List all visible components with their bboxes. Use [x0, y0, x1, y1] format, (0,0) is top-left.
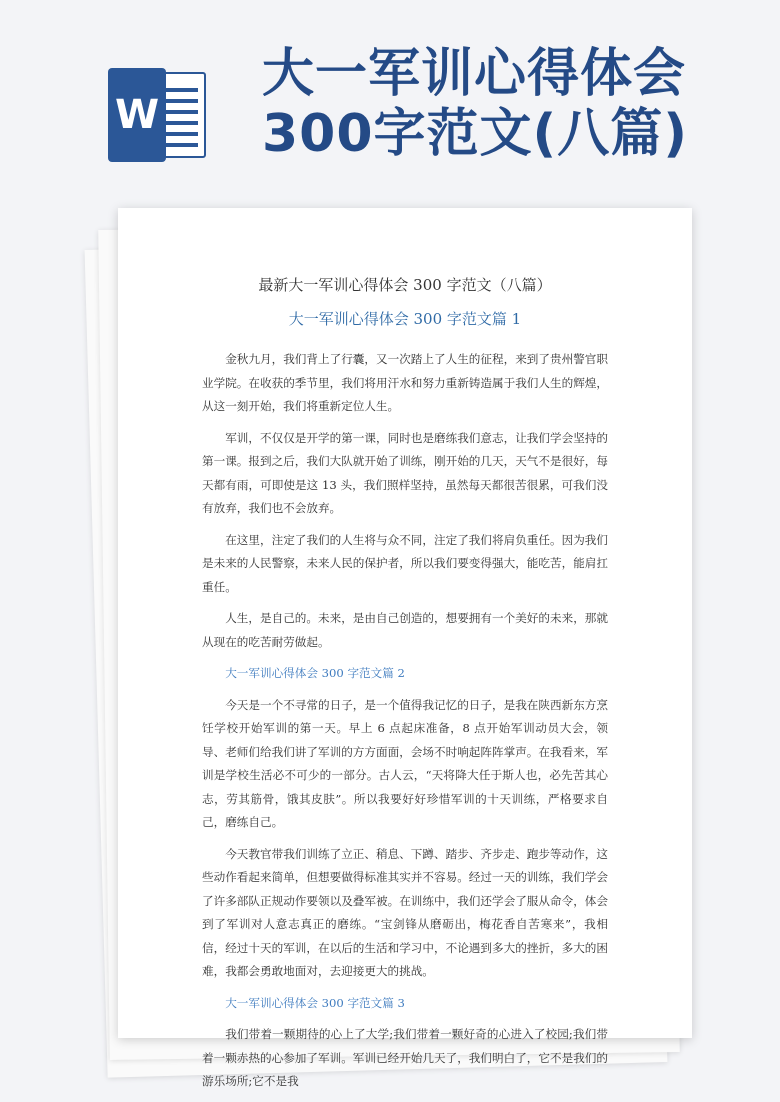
paragraph: 今天教官带我们训练了立正、稍息、下蹲、踏步、齐步走、跑步等动作，这些动作看起来简单，但想要做得标准其实并不容易。经过一天的训练，我们学会了许多部队正规动作要领以及叠军被。在训练中，我们还学会了服从命令，体会到了军训对人意志真正的磨练。“宝剑锋从磨砺出，梅花香自苦寒来”，我相信，经过十天的军训，在以后的生活和学习中，不论遇到多大的挫折，多大的困难，我都会勇敢地面对，去迎接更大的挑战。 — [202, 846, 608, 978]
paragraph: 我们带着一颗期待的心上了大学;我们带着一颗好奇的心进入了校园;我们带着一颗赤热的心参加了军训。军训已经开始几天了，我们明白了，它不是我们的游乐场所;它不是我 — [202, 1027, 608, 1088]
paragraph: 军训，不仅仅是开学的第一课，同时也是磨练我们意志，让我们学会坚持的第一课。报到之后，我们大队就开始了训练，刚开始的几天，天气不是很好，每天都有雨，可即使是这 13 头，我们照样坚持，虽然每天都很苦很累，可我们没有放弃，我们也不会放弃。 — [202, 430, 608, 515]
paragraph: 金秋九月，我们背上了行囊，又一次踏上了人生的征程，来到了贵州警官职业学院。在收获的季节里，我们将用汗水和努力重新铸造属于我们人生的辉煌，从这一刻开始，我们将重新定位人生。 — [202, 352, 608, 413]
document-page — [118, 208, 692, 1088]
document-subtitle: 大一军训心得体会 300 字范文篇 1 — [288, 310, 522, 328]
document-body — [202, 348, 608, 1102]
word-icon-letter: W — [108, 68, 166, 162]
document-title: 最新大一军训心得体会 300 字范文（八篇） — [258, 276, 552, 294]
paragraph: 在这里，注定了我们的人生将与众不同，注定了我们将肩负重任。因为我们是未来的人民警察，未来人民的保护者，所以我们要变得强大，能吃苦，能肩扛重任。 — [202, 532, 608, 594]
section-heading: 大一军训心得体会 300 字范文篇 2 — [225, 666, 405, 680]
word-document-icon — [108, 68, 208, 162]
section-heading: 大一军训心得体会 300 字范文篇 3 — [225, 995, 405, 1010]
hero-title-line-2: 300字范文(八篇) — [262, 104, 689, 164]
hero-title — [262, 44, 772, 164]
paragraph: 人生，是自己的。未来，是由自己创造的，想要拥有一个美好的未来，那就从现在的吃苦耐劳做起。 — [202, 611, 608, 649]
hero-title-line-1: 大一军训心得体会 — [262, 44, 687, 104]
paragraph: 今天是一个不寻常的日子，是一个值得我记忆的日子，是我在陕西新东方烹饪学校开始军训的第一天。早上 6 点起床准备，8 点开始军训动员大会，领导、老师们给我们讲了军训的方方面面，会场不时响起阵阵掌声。在我看来，军训是学校生活必不可少的一部分。古人云，“天将降大任于斯人也，必先苦其心志，劳其筋骨，饿其皮肤”。所以我要好好珍惜军训的十天训练，严格要求自己，磨练自己。 — [202, 697, 608, 829]
